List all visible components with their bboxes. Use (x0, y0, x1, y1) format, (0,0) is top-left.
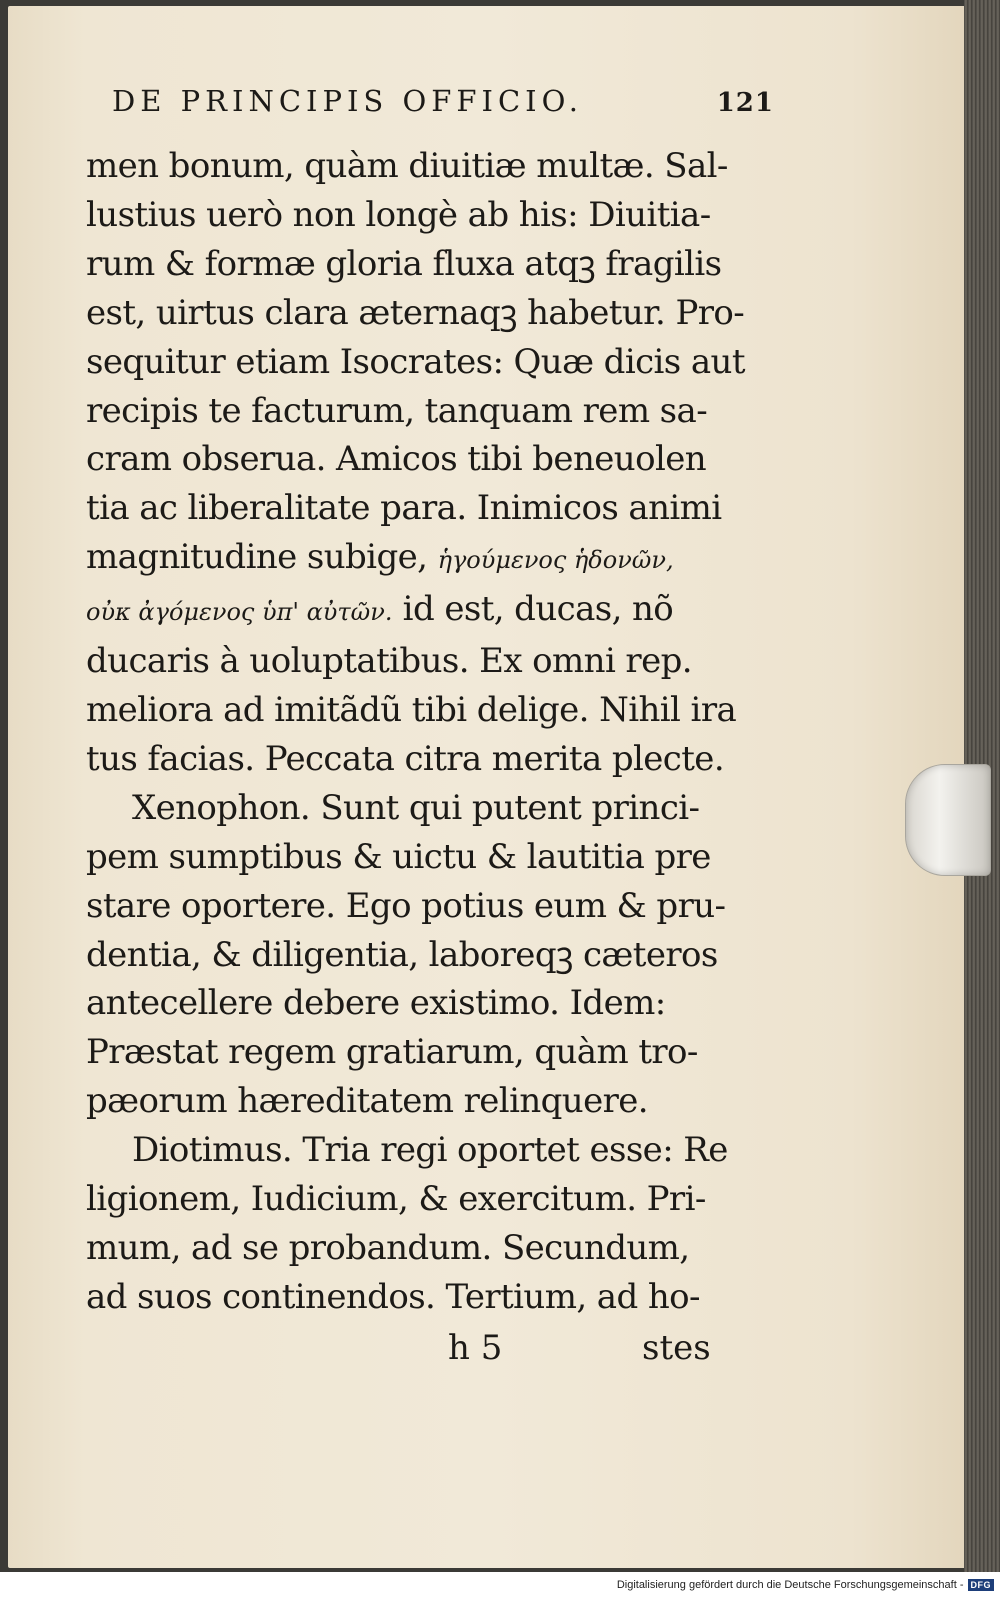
running-head-title: DE PRINCIPIS OFFICIO. (112, 84, 583, 118)
text-line: lustius uerò non longè ab his: Diuitia- (86, 194, 711, 235)
paragraph-start-xenophon: Xenophon. Sunt qui putent princi- (132, 787, 700, 828)
greek-fragment: οὐκ ἀγόμενος ὑπ' αὐτῶν. (86, 598, 393, 627)
signature-mark: h 5 (448, 1327, 503, 1368)
digitization-footer (0, 1572, 1000, 1598)
text-line: ad suos continendos. Tertium, ad ho- (86, 1276, 700, 1317)
text-line: meliora ad imitãdũ tibi delige. Nihil ira (86, 689, 737, 730)
book-page (8, 6, 966, 1568)
text-line: pæorum hæreditatem relinquere. (86, 1081, 649, 1122)
catchword: stes (642, 1327, 711, 1368)
footer-credit: Digitalisierung gefördert durch die Deutsche Forschungsgemeinschaft - (616, 1579, 964, 1591)
text-line: tia ac liberalitate para. Inimicos animi (86, 488, 722, 529)
text-line: ducaris à uoluptatibus. Ex omni rep. (86, 641, 692, 682)
paragraph-start-diotimus: Diotimus. Tria regi oportet esse: Re (132, 1130, 728, 1171)
text-line: sequitur etiam Isocrates: Quæ dicis aut (86, 341, 745, 382)
text-block (86, 84, 774, 1372)
body-text (86, 142, 746, 1372)
text-line: stare oportere. Ego potius eum & pru- (86, 885, 726, 926)
text-line: Præstat regem gratiarum, quàm tro- (86, 1032, 698, 1073)
greek-quote-line (86, 533, 746, 585)
text-line: antecellere debere existimo. Idem: (86, 983, 666, 1024)
text-line: cram obserua. Amicos tibi beneuolen (86, 439, 707, 480)
text-line: pem sumptibus & uictu & lautitia pre (86, 836, 711, 877)
running-head (86, 84, 774, 140)
text-line: men bonum, quàm diuitiæ multæ. Sal- (86, 146, 728, 186)
text-line: est, uirtus clara æternaqꝫ habetur. Pro- (86, 292, 745, 333)
text-line: rum & formæ gloria fluxa atqꝫ fragilis (86, 243, 722, 284)
dfg-logo: DFG (968, 1579, 995, 1591)
latin-fragment: id est, ducas, nõ (402, 589, 674, 630)
greek-fragment: ἡγούμενος ἡδονῶν, (437, 546, 674, 575)
text-line: recipis te facturum, tanquam rem sa- (86, 390, 708, 431)
page-clip (905, 764, 991, 876)
latin-fragment: magnitudine subige, (86, 537, 428, 578)
text-line: ligionem, Iudicium, & exercitum. Pri- (86, 1179, 706, 1220)
text-line: dentia, & diligentia, laboreqꝫ cæteros (86, 934, 718, 975)
signature-line (86, 1324, 746, 1372)
page-number: 121 (716, 88, 774, 118)
text-line: mum, ad se probandum. Secundum, (86, 1227, 690, 1268)
greek-quote-line (86, 585, 746, 637)
text-line: tus facias. Peccata citra merita plecte. (86, 738, 725, 779)
